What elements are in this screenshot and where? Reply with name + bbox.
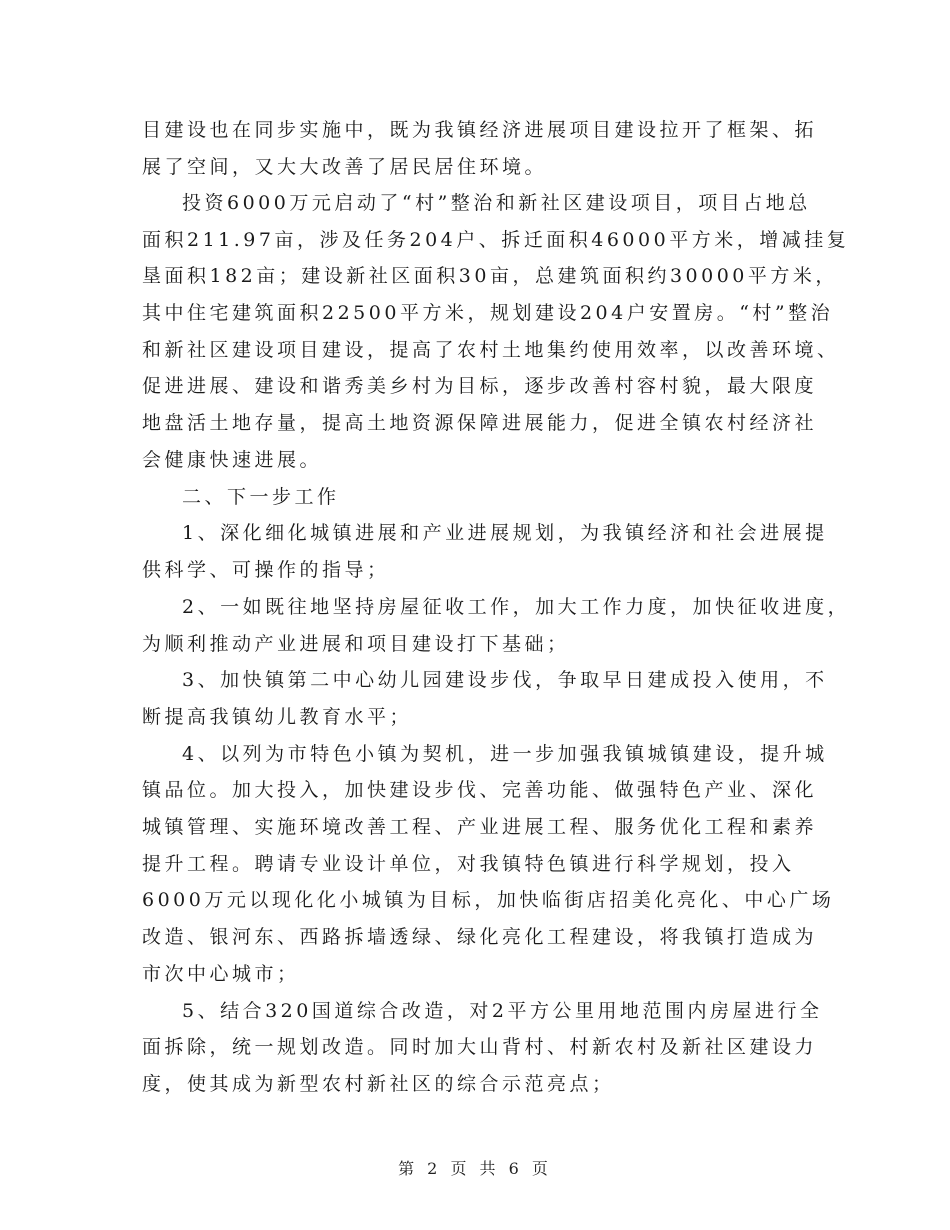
- list-item-line: 市次中心城市；: [142, 963, 300, 985]
- paragraph-line: 面积211.97亩，涉及任务204户、拆迁面积46000平方米，增减挂复: [142, 229, 850, 251]
- list-item-line: 度，使其成为新型农村新社区的综合示范亮点；: [142, 1073, 615, 1095]
- list-item-line: 供科学、可操作的指导；: [142, 559, 390, 581]
- paragraph-line: 其中住宅建筑面积22500平方米，规划建设204户安置房。“村”整治: [142, 302, 834, 324]
- list-item-line: 4、以列为市特色小镇为契机，进一步加强我镇城镇建设，提升城: [182, 743, 828, 765]
- list-item-line: 镇品位。加大投入，加快建设步伐、完善功能、做强特色产业、深化: [142, 779, 818, 801]
- paragraph-line: 垦面积182亩；建设新社区面积30亩，总建筑面积约30000平方米，: [142, 265, 838, 287]
- paragraph-line: 投资6000万元启动了“村”整治和新社区建设项目，项目占地总: [182, 192, 811, 214]
- paragraph-line: 目建设也在同步实施中，既为我镇经济进展项目建设拉开了框架、拓: [142, 119, 818, 141]
- list-item-line: 提升工程。聘请专业设计单位，对我镇特色镇进行科学规划，投入: [142, 853, 795, 875]
- paragraph-line: 和新社区建设项目建设，提高了农村土地集约使用效率，以改善环境、: [142, 339, 840, 361]
- list-item-line: 城镇管理、实施环境改善工程、产业进展工程、服务优化工程和素养: [142, 816, 818, 838]
- paragraph-line: 展了空间，又大大改善了居民居住环境。: [142, 156, 548, 178]
- paragraph-line: 地盘活土地存量，提高土地资源保障进展能力，促进全镇农村经济社: [142, 412, 818, 434]
- list-item-line: 1、深化细化城镇进展和产业进展规划，为我镇经济和社会进展提: [182, 522, 828, 544]
- paragraph-line: 促进进展、建设和谐秀美乡村为目标，逐步改善村容村貌，最大限度: [142, 375, 818, 397]
- list-item-line: 5、结合320国道综合改造，对2平方公里用地范围内房屋进行全: [182, 1000, 823, 1022]
- list-item-line: 2、一如既往地坚持房屋征收工作，加大工作力度，加快征收进度，: [182, 596, 851, 618]
- list-item-line: 3、加快镇第二中心幼儿园建设步伐，争取早日建成投入使用，不: [182, 669, 828, 691]
- page-number-footer: 第 2 页 共 6 页: [398, 1159, 552, 1178]
- paragraph-line: 会健康快速进展。: [142, 449, 323, 471]
- section-heading: 二、下一步工作: [182, 486, 340, 508]
- list-item-line: 6000万元以现化化小城镇为目标，加快临街店招美化亮化、中心广场: [142, 889, 835, 911]
- list-item-line: 面拆除，统一规划改造。同时加大山背村、村新农村及新社区建设力: [142, 1036, 818, 1058]
- list-item-line: 改造、银河东、西路拆墙透绿、绿化亮化工程建设，将我镇打造成为: [142, 926, 818, 948]
- list-item-line: 为顺利推动产业进展和项目建设打下基础；: [142, 633, 570, 655]
- list-item-line: 断提高我镇幼儿教育水平；: [142, 706, 413, 728]
